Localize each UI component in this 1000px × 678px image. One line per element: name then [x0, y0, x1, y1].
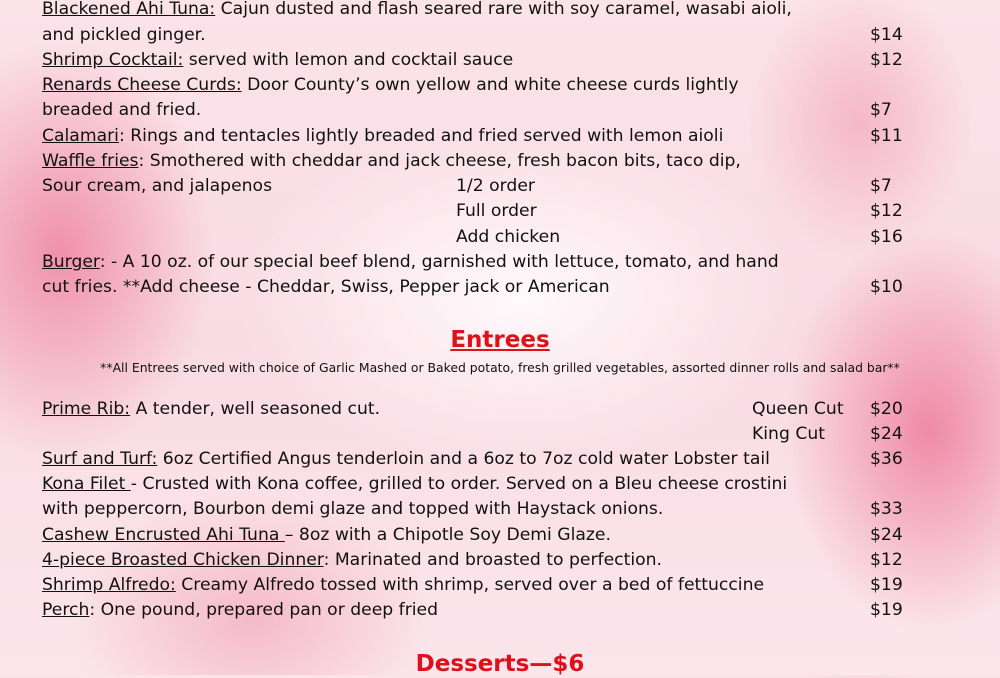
item-description: Creamy Alfredo tossed with shrimp, served over a bed of fettuccine [175, 575, 765, 595]
item-description: served with lemon and cocktail sauce [183, 50, 514, 70]
item-description: : Smothered with cheddar and jack cheese, fresh bacon bits, taco dip, [138, 151, 741, 171]
item-description: : Rings and tentacles lightly breaded and fried served with lemon aioli [118, 126, 724, 146]
item-price: $12 [870, 550, 903, 570]
item-price: $12 [870, 50, 903, 70]
item-price: $10 [870, 277, 903, 297]
item-name: Renards Cheese Curds: [42, 75, 242, 95]
item-price: $19 [870, 575, 903, 595]
menu-item-calamari [42, 125, 723, 147]
item-name: Surf and Turf: [42, 449, 158, 469]
item-description-cont: cut fries. **Add cheese - Cheddar, Swiss, Pepper jack or American [42, 277, 610, 297]
item-description-cont: Sour cream, and jalapenos [42, 176, 273, 196]
item-price: $14 [870, 25, 903, 45]
menu-item-surf-and-turf [42, 448, 770, 470]
option-price: $12 [870, 201, 903, 221]
menu-item-shrimp-alfredo [42, 574, 764, 596]
item-description: 6oz Certified Angus tenderloin and a 6oz to 7oz cold water Lobster tail [157, 449, 770, 469]
section-heading-desserts: Desserts—$6 [415, 651, 585, 677]
item-price: $33 [870, 499, 903, 519]
menu-item-cashew-ahi [42, 524, 611, 546]
menu-item-perch [42, 599, 438, 621]
item-name: Cashew Encrusted Ahi Tuna [42, 525, 285, 545]
item-price: $24 [870, 525, 903, 545]
item-description-cont: and pickled ginger. [42, 25, 206, 45]
entrees-note: **All Entrees served with choice of Garlic Mashed or Baked potato, fresh grilled vegetables, assorted dinner rolls and salad bar** [100, 360, 900, 375]
cut-label: Queen Cut [752, 399, 844, 419]
item-description: - Crusted with Kona coffee, grilled to order. Served on a Bleu cheese crostini [130, 474, 788, 494]
menu-item-broasted-chicken [42, 549, 662, 571]
menu-item-kona-filet [42, 473, 787, 495]
menu-item-blackened-ahi [42, 0, 792, 20]
item-description: : Marinated and broasted to perfection. [323, 550, 662, 570]
item-price: $7 [870, 100, 892, 120]
option-label: 1/2 order [456, 176, 535, 196]
menu-item-cheese-curds [42, 74, 739, 96]
item-name: Waffle fries [42, 151, 139, 171]
item-description-cont: with peppercorn, Bourbon demi glaze and topped with Haystack onions. [42, 499, 664, 519]
item-price: $36 [870, 449, 903, 469]
item-name: Prime Rib: [42, 399, 131, 419]
option-price: $16 [870, 227, 903, 247]
item-description: – 8oz with a Chipotle Soy Demi Glaze. [284, 525, 611, 545]
item-description: Cajun dusted and flash seared rare with soy caramel, wasabi aioli, [215, 0, 792, 19]
item-price: $19 [870, 600, 903, 620]
option-label: Full order [456, 201, 537, 221]
cut-price: $20 [870, 399, 903, 419]
item-description: A tender, well seasoned cut. [130, 399, 381, 419]
menu-item-waffle-fries [42, 150, 741, 172]
option-price: $7 [870, 176, 892, 196]
item-name: Shrimp Alfredo: [42, 575, 176, 595]
option-label: Add chicken [456, 227, 561, 247]
item-name: Shrimp Cocktail: [42, 50, 184, 70]
menu-item-burger [42, 251, 779, 273]
cut-price: $24 [870, 424, 903, 444]
item-price: $11 [870, 126, 903, 146]
menu-item-prime-rib [42, 398, 380, 420]
item-description: : One pound, prepared pan or deep fried [89, 600, 439, 620]
menu-item-shrimp-cocktail [42, 49, 513, 71]
item-description-cont: breaded and fried. [42, 100, 202, 120]
item-description: Door County’s own yellow and white cheese curds lightly [241, 75, 739, 95]
cut-label: King Cut [752, 424, 825, 444]
item-description: : - A 10 oz. of our special beef blend, garnished with lettuce, tomato, and hand [99, 252, 779, 272]
item-name: Burger [42, 252, 100, 272]
item-name: Calamari [42, 126, 119, 146]
item-name: Kona Filet [42, 474, 131, 494]
item-name: Perch [42, 600, 90, 620]
section-heading-entrees: Entrees [450, 327, 550, 353]
item-name: 4-piece Broasted Chicken Dinner [42, 550, 324, 570]
item-name: Blackened Ahi Tuna: [42, 0, 216, 19]
